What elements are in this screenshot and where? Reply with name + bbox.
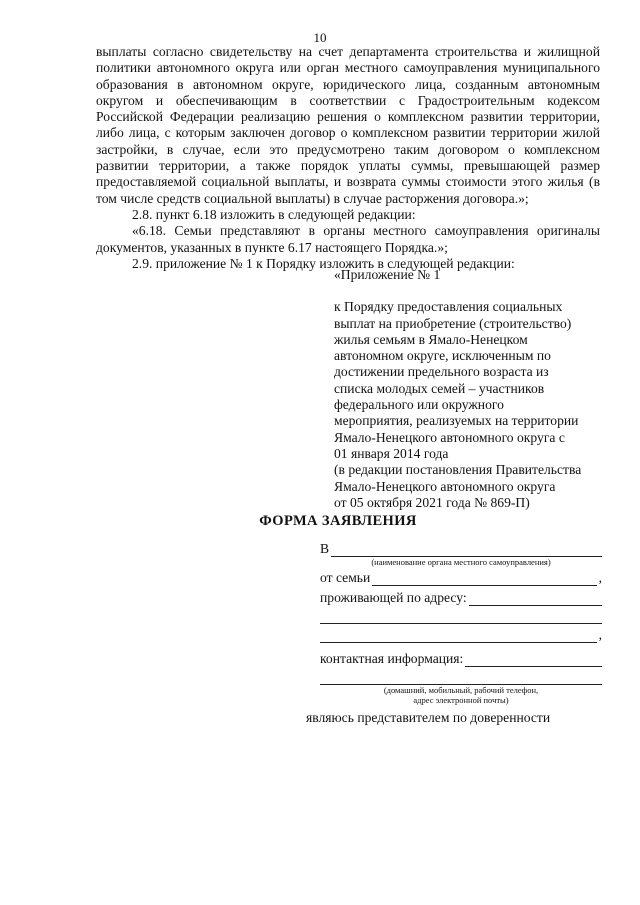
- paragraph-continuation: выплаты согласно свидетельству на счет департамента строительства и жилищной политики автономного округа или орган местного самоуправления муниципального образования в автономном округе, юридического лица, созданным автономным округом и обеспечивающим в соответствии с Градостроительным кодексом Российской Федерации реализацию решения о комплексном развитии территории, либо лица, с которым заключен договор о комплексном развитии территории жилой застройки, в случае, если это предусмотрено таким договором о комплексном развитии территории, а также порядок уплаты суммы, превышающей размер предоставляемой социальной выплаты, и возврата суммы стоимости этого жилья (в том числе средств социальной выплаты) в случае расторжения договора.»;: [96, 44, 600, 206]
- paragraph-6-18: «6.18. Семьи представляют в органы местного самоуправления оригиналы документов, указанных в пункте 6.17 настоящего Порядка.»;: [96, 223, 600, 255]
- address-label: проживающей по адресу:: [320, 590, 467, 605]
- appendix-line: жилья семьям в Ямало-Ненецком: [334, 331, 528, 347]
- contact-hint-2: адрес электронной почты): [413, 695, 509, 705]
- appendix-header: [334, 267, 602, 511]
- authority-field[interactable]: [331, 543, 602, 557]
- representative-text: являюсь представителем по доверенности: [306, 710, 551, 725]
- comma: ,: [598, 627, 602, 642]
- appendix-line: федерального или окружного: [334, 397, 504, 413]
- paragraph-2-8: 2.8. пункт 6.18 изложить в следующей редакции:: [132, 206, 416, 222]
- address-field-line-2[interactable]: [320, 608, 602, 624]
- authority-hint: (наименование органа местного самоуправления): [371, 557, 551, 567]
- contact-field-line-2[interactable]: [320, 669, 602, 685]
- family-field[interactable]: [372, 572, 596, 586]
- from-family-label: от семьи: [320, 570, 371, 585]
- appendix-heading: «Приложение № 1: [334, 267, 441, 282]
- page-number: 10: [313, 30, 327, 45]
- form-title: ФОРМА ЗАЯВЛЕНИЯ: [259, 513, 417, 529]
- contact-label: контактная информация:: [320, 651, 464, 666]
- address-field[interactable]: [469, 592, 602, 606]
- appendix-line: Ямало-Ненецкого автономного округа с: [334, 429, 565, 445]
- appendix-line: мероприятия, реализуемых на территории: [334, 413, 579, 429]
- appendix-line: выплат на приобретение (строительство): [334, 315, 572, 331]
- application-form: [306, 540, 602, 726]
- to-label: В: [320, 541, 330, 556]
- comma: ,: [598, 570, 602, 585]
- appendix-line: автономном округе, исключенным по: [334, 348, 551, 364]
- appendix-line: 01 января 2014 года: [334, 445, 449, 461]
- contact-hint-1: (домашний, мобильный, рабочий телефон,: [383, 685, 539, 695]
- contact-field[interactable]: [465, 653, 602, 667]
- appendix-line: Ямало-Ненецкого автономного округа: [334, 478, 556, 494]
- appendix-line: списка молодых семей – участников: [334, 380, 545, 396]
- appendix-line: к Порядку предоставления социальных: [334, 299, 563, 315]
- paragraph-2-9: 2.9. приложение № 1 к Порядку изложить в следующей редакции:: [132, 255, 515, 271]
- appendix-line: (в редакции постановления Правительства: [334, 462, 582, 478]
- document-body: [96, 44, 600, 272]
- appendix-line: достижении предельного возраста из: [334, 364, 549, 380]
- address-field-line-3[interactable]: [320, 629, 597, 643]
- appendix-line: от 05 октября 2021 года № 869-П): [334, 494, 530, 510]
